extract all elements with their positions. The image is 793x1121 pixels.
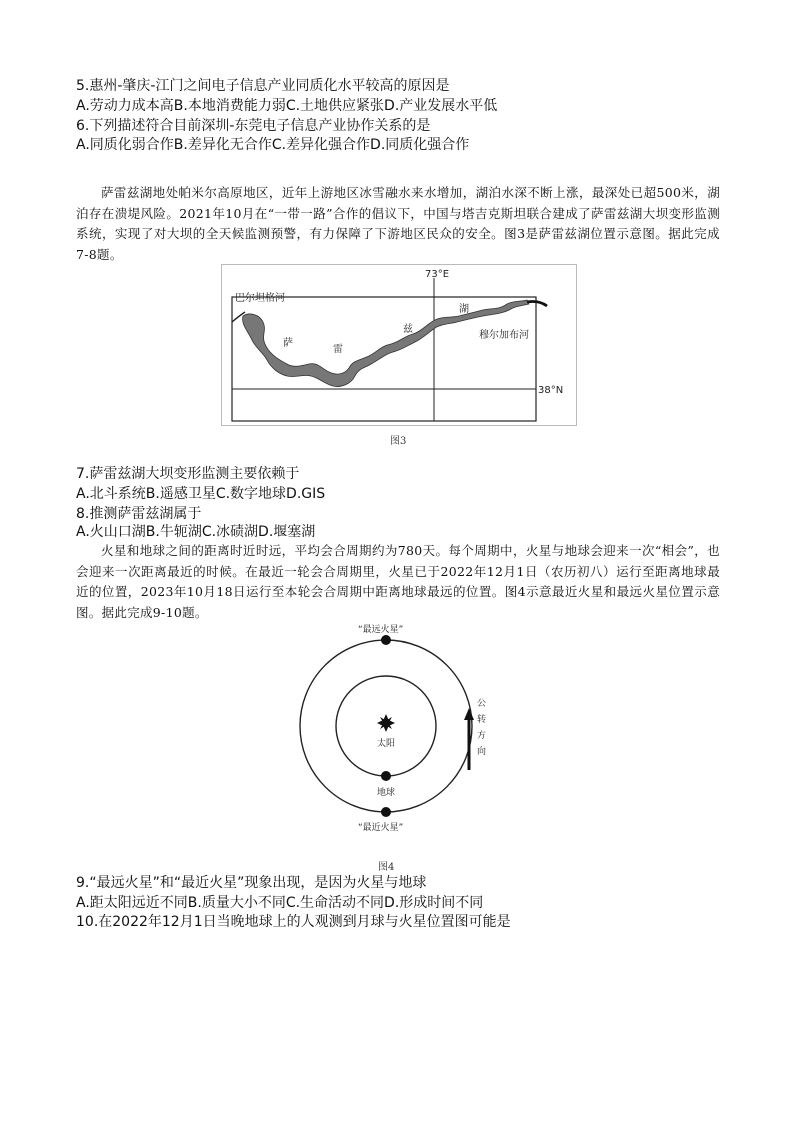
- nearest-mars-label: “最近火星”: [358, 823, 404, 833]
- question-10-stem: 10.在2022年12月1日当晚地球上的人观测到月球与火星位置图可能是: [76, 914, 511, 930]
- question-9-stem: 9.“最远火星”和“最近火星”现象出现，是因为火星与地球: [76, 875, 427, 891]
- earth-label: 地球: [377, 788, 396, 798]
- question-8-stem: 8.推测萨雷兹湖属于: [76, 506, 202, 522]
- question-6-stem: 6.下列描述符合目前深圳-东莞电子信息产业协作关系的是: [76, 118, 431, 134]
- passage-mars: 火星和地球之间的距离时近时远，平均会合周期约为780天。每个周期中，火星与地球会迎来一次“相会”，也会迎来一次距离最近的时候。在最近一轮会合周期里，火星已于2022年12月1日（农历初八）运行至距离地球最近的位置，2023年10月18日运行至本轮会合周期中距离地球最远的位置。图4示意最近火星和最远火星位置示意图。据此完成9-10题。: [76, 543, 720, 620]
- lake-char-4: 湖: [459, 304, 469, 315]
- question-9-options: A.距太阳远近不同B.质量大小不同C.生命活动不同D.形成时间不同: [76, 895, 484, 911]
- question-7-options: A.北斗系统B.遥感卫星C.数字地球D.GIS: [76, 486, 326, 502]
- figure-3-map: [221, 264, 577, 426]
- earth-dot: [381, 771, 391, 781]
- question-5-stem: 5.惠州-肇庆-江门之间电子信息产业同质化水平较高的原因是: [76, 78, 450, 94]
- question-8-options: A.火山口湖B.牛轭湖C.冰碛湖D.堰塞湖: [76, 524, 316, 540]
- direction-char-3: 方: [477, 731, 487, 741]
- question-7-stem: 7.萨雷兹湖大坝变形监测主要依赖于: [76, 466, 300, 482]
- sun-icon: [377, 714, 395, 732]
- lake-char-1: 萨: [283, 338, 293, 349]
- figure-4-caption: 图4: [378, 862, 395, 873]
- farthest-mars-label: “最远火星”: [358, 625, 404, 635]
- bartang-river-label: 巴尔坦格河: [235, 293, 285, 304]
- longitude-label: 73°E: [425, 269, 450, 280]
- revolution-arrow-head: [464, 708, 474, 720]
- lake-char-3: 兹: [403, 324, 413, 335]
- latitude-label: 38°N: [538, 385, 564, 396]
- passage-sarez-lake: 萨雷兹湖地处帕米尔高原地区，近年上游地区冰雪融水来水增加，湖泊水深不断上涨，最深处已超500米，湖泊存在溃堤风险。2021年10月在“一带一路”合作的倡议下，中国与塔吉克斯坦联合建成了萨雷兹湖大坝变形监测系统，实现了对大坝的全天候监测预警，有力保障了下游地区民众的安全。图3是萨雷兹湖位置示意图。据此完成7-8题。: [76, 185, 720, 262]
- direction-char-2: 转: [477, 715, 487, 725]
- figure-4-orbits: [286, 620, 506, 836]
- direction-char-4: 向: [477, 747, 487, 757]
- murghab-river-label: 穆尔加布河: [479, 330, 529, 341]
- nearest-mars-dot: [381, 807, 391, 817]
- sun-label: 太阳: [377, 739, 396, 749]
- question-5-options: A.劳动力成本高B.本地消费能力弱C.土地供应紧张D.产业发展水平低: [76, 98, 498, 114]
- farthest-mars-dot: [381, 635, 391, 645]
- lake-char-2: 雷: [333, 344, 343, 355]
- question-6-options: A.同质化弱合作B.差异化无合作C.差异化强合作D.同质化强合作: [76, 137, 470, 153]
- direction-char-1: 公: [477, 699, 487, 709]
- figure-3-caption: 图3: [390, 436, 407, 447]
